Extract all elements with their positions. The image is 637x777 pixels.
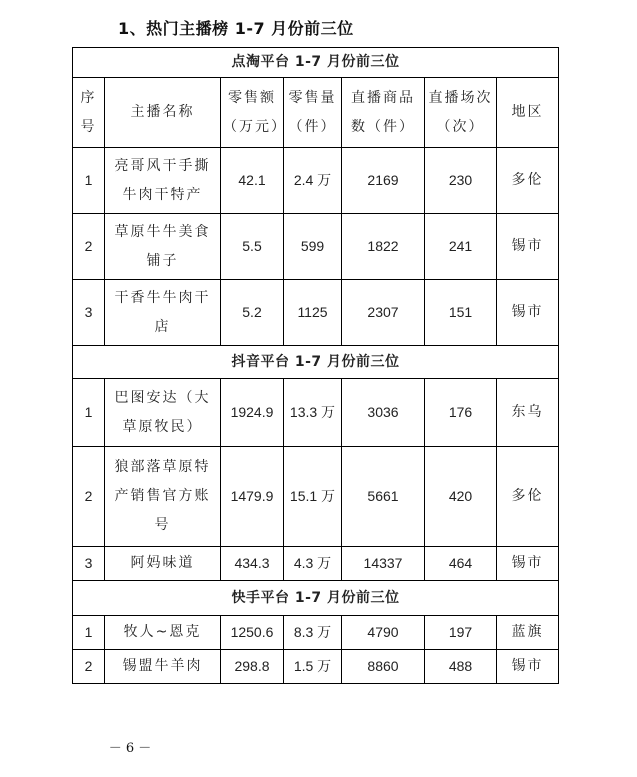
products-cell: 3036 — [342, 379, 425, 447]
region-cell: 蓝旗 — [497, 616, 559, 650]
rank-cell: 2 — [73, 650, 105, 684]
products-cell: 1822 — [342, 214, 425, 280]
section-row — [73, 581, 559, 616]
table-row — [73, 547, 559, 581]
sessions-cell: 230 — [425, 148, 497, 214]
table-row — [73, 447, 559, 547]
page-number: － 6 － — [108, 741, 152, 756]
sales-cell: 1479.9 — [221, 447, 284, 547]
sales-cell: 434.3 — [221, 547, 284, 581]
region-cell: 东乌 — [497, 379, 559, 447]
sessions-cell: 176 — [425, 379, 497, 447]
section-title: 点淘平台 1-7 月份前三位 — [73, 48, 559, 78]
header-index: 序号 — [73, 78, 105, 148]
products-cell: 4790 — [342, 616, 425, 650]
anchor-name-cell: 锡盟牛羊肉 — [105, 650, 221, 684]
section-title: 抖音平台 1-7 月份前三位 — [73, 346, 559, 379]
rank-cell: 1 — [73, 379, 105, 447]
ranking-table — [72, 47, 559, 684]
rank-cell: 2 — [73, 447, 105, 547]
header-row — [73, 78, 559, 148]
products-cell: 8860 — [342, 650, 425, 684]
rank-cell: 1 — [73, 616, 105, 650]
products-cell: 2307 — [342, 280, 425, 346]
header-name: 主播名称 — [105, 78, 221, 148]
header-region: 地区 — [497, 78, 559, 148]
region-cell: 多伦 — [497, 148, 559, 214]
products-cell: 5661 — [342, 447, 425, 547]
sessions-cell: 151 — [425, 280, 497, 346]
section-row — [73, 48, 559, 78]
anchor-name-cell: 草原牛牛美食铺子 — [105, 214, 221, 280]
volume-cell: 13.3 万 — [284, 379, 342, 447]
anchor-name-cell: 阿妈味道 — [105, 547, 221, 581]
region-cell: 锡市 — [497, 650, 559, 684]
header-sales: 零售额（万元） — [221, 78, 284, 148]
volume-cell: 4.3 万 — [284, 547, 342, 581]
anchor-name-cell: 牧人~恩克 — [105, 616, 221, 650]
table-row — [73, 214, 559, 280]
table-row — [73, 616, 559, 650]
products-cell: 2169 — [342, 148, 425, 214]
sessions-cell: 488 — [425, 650, 497, 684]
sales-cell: 1924.9 — [221, 379, 284, 447]
volume-cell: 8.3 万 — [284, 616, 342, 650]
region-cell: 锡市 — [497, 214, 559, 280]
rank-cell: 3 — [73, 280, 105, 346]
sessions-cell: 241 — [425, 214, 497, 280]
page-title: 1、热门主播榜 1-7 月份前三位 — [118, 19, 354, 38]
sales-cell: 5.2 — [221, 280, 284, 346]
section-row — [73, 346, 559, 379]
products-cell: 14337 — [342, 547, 425, 581]
volume-cell: 1.5 万 — [284, 650, 342, 684]
volume-cell: 2.4 万 — [284, 148, 342, 214]
sessions-cell: 197 — [425, 616, 497, 650]
table-row — [73, 148, 559, 214]
volume-cell: 15.1 万 — [284, 447, 342, 547]
sales-cell: 42.1 — [221, 148, 284, 214]
anchor-name-cell: 干香牛牛肉干店 — [105, 280, 221, 346]
table-row — [73, 650, 559, 684]
sales-cell: 5.5 — [221, 214, 284, 280]
rank-cell: 1 — [73, 148, 105, 214]
header-products: 直播商品数（件） — [342, 78, 425, 148]
table-row — [73, 280, 559, 346]
anchor-name-cell: 巴图安达（大草原牧民） — [105, 379, 221, 447]
section-title: 快手平台 1-7 月份前三位 — [73, 581, 559, 616]
region-cell: 多伦 — [497, 447, 559, 547]
table-row — [73, 379, 559, 447]
sales-cell: 1250.6 — [221, 616, 284, 650]
region-cell: 锡市 — [497, 280, 559, 346]
anchor-name-cell: 狼部落草原特产销售官方账号 — [105, 447, 221, 547]
rank-cell: 2 — [73, 214, 105, 280]
volume-cell: 1125 — [284, 280, 342, 346]
sessions-cell: 420 — [425, 447, 497, 547]
region-cell: 锡市 — [497, 547, 559, 581]
rank-cell: 3 — [73, 547, 105, 581]
header-volume: 零售量（件） — [284, 78, 342, 148]
anchor-name-cell: 亮哥风干手撕牛肉干特产 — [105, 148, 221, 214]
sales-cell: 298.8 — [221, 650, 284, 684]
header-sessions: 直播场次（次） — [425, 78, 497, 148]
sessions-cell: 464 — [425, 547, 497, 581]
volume-cell: 599 — [284, 214, 342, 280]
